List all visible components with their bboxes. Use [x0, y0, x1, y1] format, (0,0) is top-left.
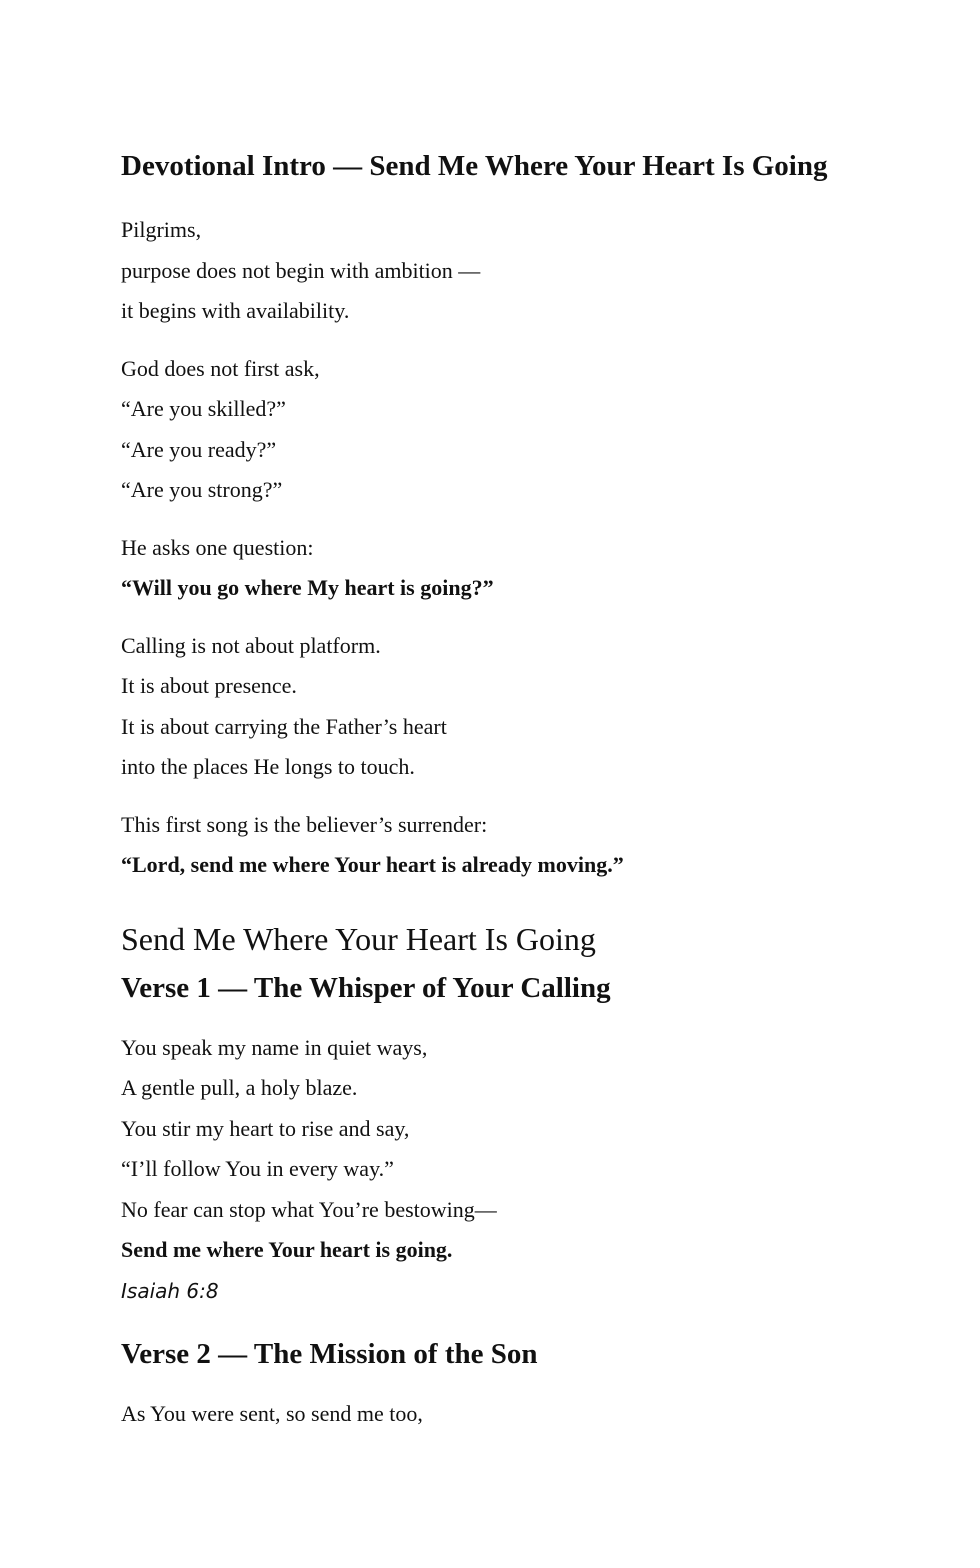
scripture-reference: Isaiah 6:8 — [121, 1278, 219, 1303]
intro-stanza — [121, 805, 920, 886]
intro-stanza — [121, 210, 920, 332]
emphasis-line: “Lord, send me where Your heart is already moving.” — [121, 852, 624, 877]
intro-stanza — [121, 626, 920, 788]
stanza-line: purpose does not begin with ambition — — [121, 257, 481, 283]
stanza-line: It is about presence. — [121, 673, 297, 698]
stanza-line: “Are you skilled?” — [121, 396, 286, 421]
stanza-line: “Are you ready?” — [121, 436, 277, 462]
stanza-line: Pilgrims, — [121, 217, 202, 242]
refrain-line: Send me where Your heart is going. — [121, 1237, 453, 1262]
verse-lyrics — [121, 1028, 920, 1312]
intro-stanza — [121, 528, 920, 609]
stanza-line: “Are you strong?” — [121, 477, 283, 502]
verse-lyrics — [121, 1394, 920, 1435]
stanza-line: He asks one question: — [121, 534, 314, 560]
verse-title: Verse 1 — The Whisper of Your Calling — [121, 971, 611, 1004]
stanza-line: God does not first ask, — [121, 355, 320, 381]
lyric-line: As You were sent, so send me too, — [121, 1401, 423, 1426]
stanza-line: into the places He longs to touch. — [121, 754, 415, 779]
lyric-line: No fear can stop what You’re bestowing— — [121, 1196, 497, 1222]
stanza-line: It is about carrying the Father’s heart — [121, 713, 447, 739]
verse-title: Verse 2 — The Mission of the Son — [121, 1338, 538, 1370]
intro-title: Devotional Intro — Send Me Where Your Heart Is Going — [121, 150, 828, 182]
lyric-line: You speak my name in quiet ways, — [121, 1034, 428, 1060]
emphasis-line: “Will you go where My heart is going?” — [121, 575, 494, 600]
stanza-line: Calling is not about platform. — [121, 632, 381, 658]
lyric-line: You stir my heart to rise and say, — [121, 1115, 410, 1141]
stanza-line: This first song is the believer’s surrender: — [121, 811, 488, 837]
intro-stanza — [121, 349, 920, 511]
song-title: Send Me Where Your Heart Is Going — [121, 920, 596, 957]
stanza-line: it begins with availability. — [121, 298, 350, 323]
lyric-line: A gentle pull, a holy blaze. — [121, 1075, 358, 1100]
lyric-line: “I’ll follow You in every way.” — [121, 1156, 394, 1181]
